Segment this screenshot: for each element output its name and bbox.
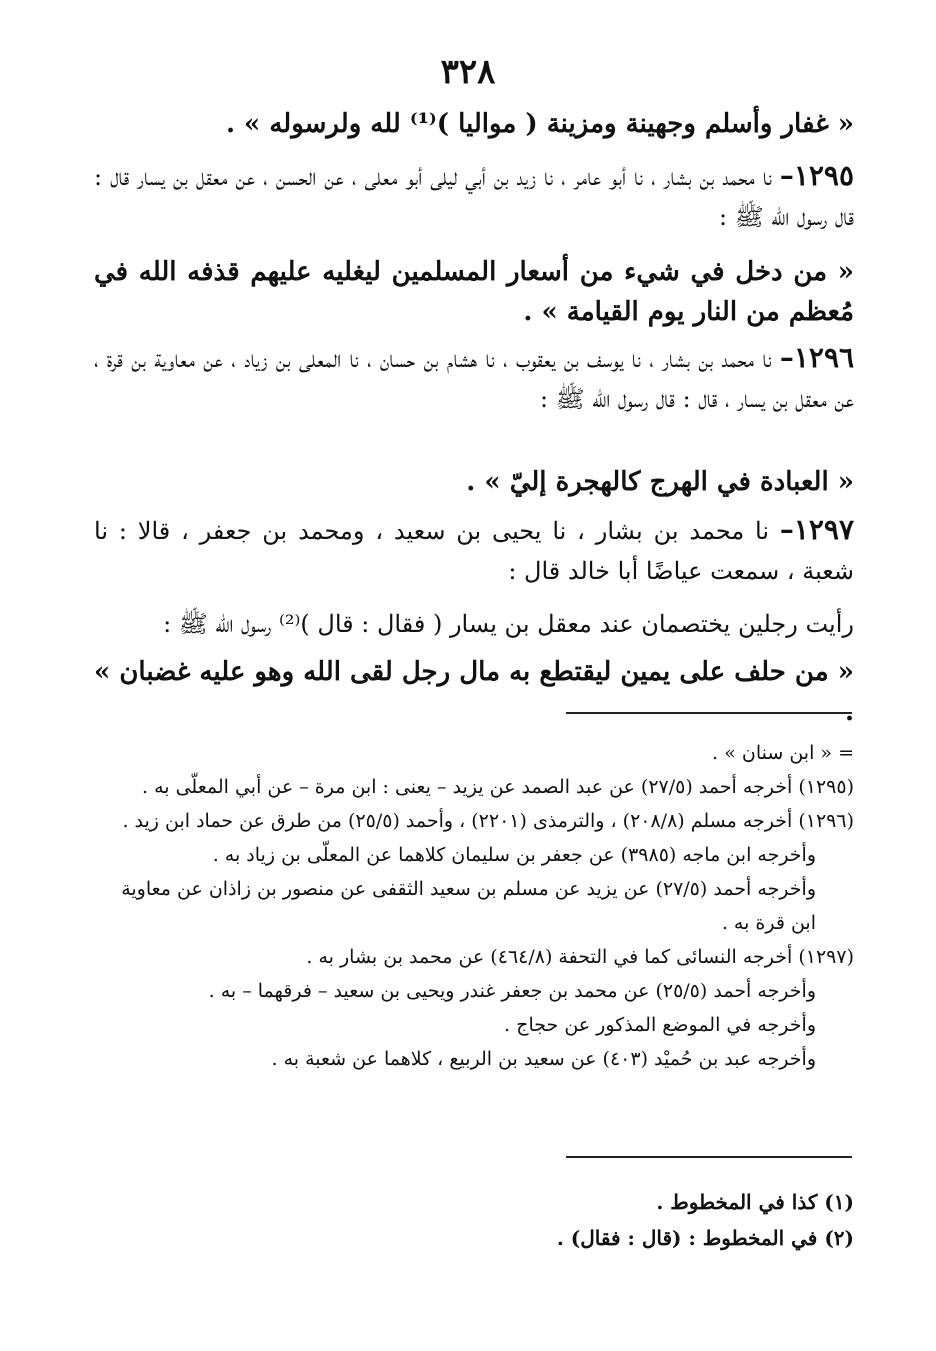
hadith-1297-isnad-cont: [94, 604, 854, 644]
hadith-1295: [94, 156, 854, 237]
hadith-number: ١٢٩٧–: [779, 513, 854, 546]
hadith-matn: « غفار وأسلم وجهينة ومزينة ( مواليا )⁽¹⁾ لله ولرسوله » .: [225, 109, 854, 139]
separator-rule: [566, 1156, 852, 1158]
footnotes: [94, 1184, 854, 1256]
hadith-1296: [94, 338, 854, 419]
separator-rule: [566, 712, 852, 714]
hadith-1297-matn: [94, 652, 854, 732]
takhrij-1296: (١٢٩٦) أخرجه مسلم (٢٠٨/٨) ، والترمذى (٢٢٠١) ، وأحمد (٢٥/٥) من طرق عن حماد ابن زيد .: [122, 810, 854, 832]
hadith-matn: « من حلف على يمين ليقتطع به مال رجل لقى الله وهو عليه غضبان » .: [94, 657, 854, 727]
takhrij-1296-ibn-majah: وأخرجه ابن ماجه (٣٩٨٥) عن جعفر بن سليمان كلاهما عن المعلّى بن زياد به .: [212, 844, 816, 866]
hadith-1296-matn: [94, 462, 854, 502]
hadith-matn: « من دخل في شيء من أسعار المسلمين ليغليه عليهم قذفه الله في مُعظم من النار يوم القيامة » .: [94, 257, 854, 327]
footnote-1: (١) كذا في المخطوط .: [656, 1190, 854, 1214]
hadith-number: ١٢٩٦–: [779, 341, 855, 374]
takhrij-1297-abd-bin-humayd: وأخرجه عبد بن حُميْد (٤٠٣) عن سعيد بن الربيع ، كلاهما عن شعبة به .: [271, 1048, 816, 1070]
takhrij-notes: [94, 736, 854, 1076]
hadith-number: ١٢٩٥–: [779, 159, 854, 192]
footnote-2: (٢) في المخطوط : (قال : فقال) .: [556, 1226, 854, 1250]
takhrij-1297-ahmad: وأخرجه أحمد (٢٥/٥) عن محمد بن جعفر غندر ويحيى بن سعيد – فرقهما – به .: [208, 980, 816, 1002]
takhrij-1296-ahmad: وأخرجه أحمد (٢٧/٥) عن يزيد عن مسلم بن سعيد الثقفى عن منصور بن زاذان عن معاوية ابن قرة به .: [121, 878, 816, 934]
hadith-1297: [94, 510, 854, 591]
page-number: ٣٢٨: [440, 52, 496, 92]
hadith-isnad: نا محمد بن بشار ، نا يحيى بن سعيد ، ومحمد بن جعفر ، قالا : نا شعبة ، سمعت عياضًا أبا خالد قال :: [94, 517, 854, 585]
hadith-isnad: رأيت رجلين يختصمان عند معقل بن يسار ( فقال : قال )⁽²⁾ رسول الله ﷺ :: [163, 610, 854, 638]
hadith-isnad: نا محمد بن بشار ، نا يوسف بن يعقوب ، نا هشام بن حسان ، نا المعلى بن زياد ، عن معاوية بن قرة ، عن معقل بن يسار ، قال : قال رسول الله ﷺ :: [94, 345, 854, 413]
hadith-isnad: نا محمد بن بشار ، نا أبو عامر ، نا زيد بن أبي ليلى أبو معلى ، عن الحسن ، عن معقل بن يسار قال : قال رسول الله ﷺ :: [94, 163, 854, 231]
takhrij-1295: (١٢٩٥) أخرجه أحمد (٢٧/٥) عن عبد الصمد عن يزيد – يعنى : ابن مرة – عن أبي المعلّى به .: [141, 776, 854, 798]
hadith-continuation: [94, 104, 854, 144]
takhrij-1297: (١٢٩٧) أخرجه النسائى كما في التحفة (٤٦٤/٨) عن محمد بن بشار به .: [306, 946, 854, 968]
takhrij-1297-hajjaj: وأخرجه في الموضع المذكور عن حجاج .: [504, 1014, 816, 1036]
hadith-1295-matn: [94, 252, 854, 332]
takhrij-continuation: = « ابن سنان » .: [712, 742, 854, 764]
hadith-matn: « العبادة في الهرج كالهجرة إليّ » .: [466, 467, 854, 497]
